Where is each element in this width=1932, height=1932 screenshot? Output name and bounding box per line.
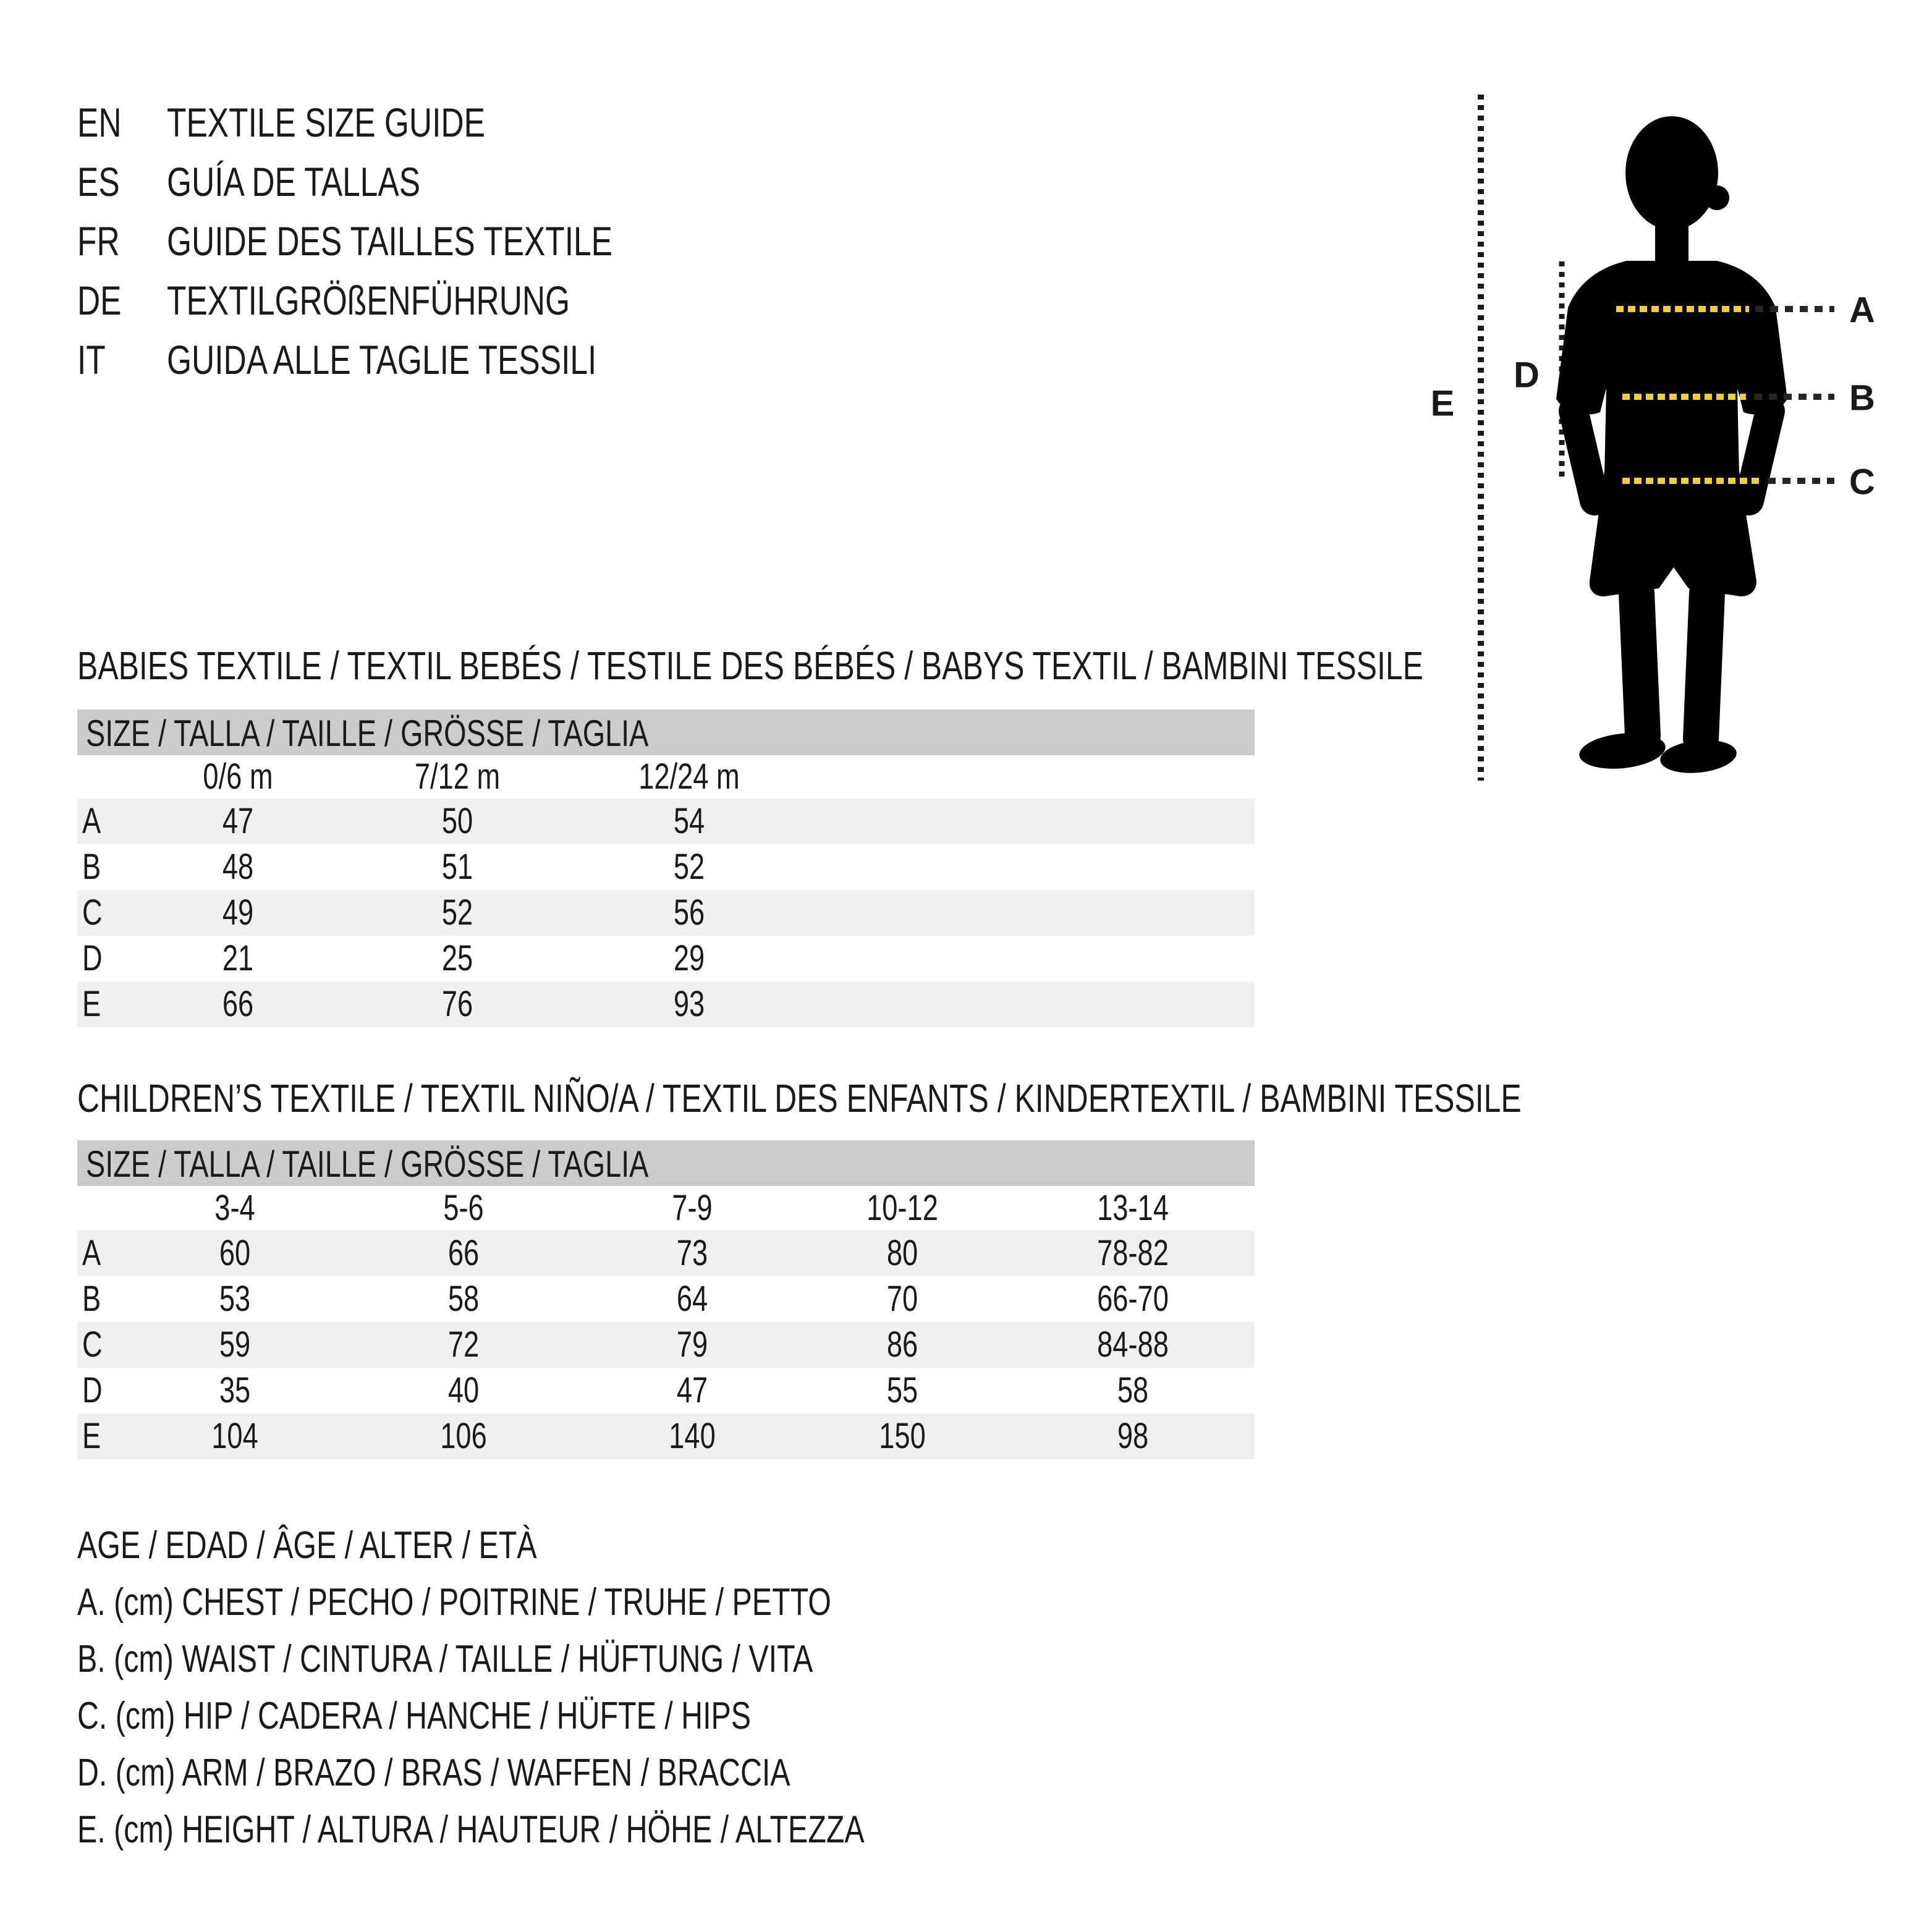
legend-text: D. (cm) ARM / BRAZO / BRAS / WAFFEN / BRACCIA [77, 1752, 790, 1794]
cell-value: 47 [222, 801, 254, 841]
right-arm [1749, 411, 1770, 501]
row-letter: C [82, 892, 103, 933]
legend-text: C. (cm) HIP / CADERA / HANCHE / HÜFTE / HIPS [77, 1695, 752, 1737]
cell-value: 40 [447, 1370, 480, 1410]
cell-value: 53 [219, 1279, 251, 1319]
babies-size-header-bar [77, 710, 1255, 755]
cell-value: 104 [211, 1416, 258, 1456]
lang-row-en [77, 93, 738, 152]
cell-value: 58 [1117, 1370, 1149, 1410]
cell-value: 70 [886, 1279, 918, 1319]
column-header: 3-4 [214, 1188, 255, 1228]
column-header: 7/12 m [414, 756, 501, 797]
cell-value: 84-88 [1097, 1324, 1169, 1365]
cell-value: 72 [447, 1324, 480, 1365]
cell-value: 73 [676, 1233, 708, 1273]
babies-row-D [77, 936, 1255, 981]
cell-value: 49 [222, 892, 254, 933]
legend-line-chest [77, 1574, 1087, 1631]
cell-value: 66 [447, 1233, 480, 1273]
cell-value: 78-82 [1097, 1233, 1169, 1273]
legend-line-height [77, 1802, 1087, 1858]
figure-label-E: E [1430, 383, 1455, 424]
children-row-A [77, 1231, 1255, 1276]
cell-value: 51 [441, 847, 473, 887]
cell-value: 50 [441, 801, 473, 841]
column-header: 13-14 [1097, 1188, 1169, 1228]
right-shoe [1659, 737, 1739, 777]
babies-row-C [77, 890, 1255, 936]
babies-section-title [77, 644, 1803, 687]
lang-row-fr [77, 211, 738, 271]
legend-text: B. (cm) WAIST / CINTURA / TAILLE / HÜFTUNG / VITA [77, 1638, 813, 1680]
cell-value: 56 [673, 892, 705, 933]
row-letter: E [82, 984, 101, 1024]
children-row-D [77, 1368, 1255, 1413]
shorts-shape [1590, 471, 1756, 596]
lang-code: EN [77, 100, 122, 145]
legend-line-waist [77, 1631, 1087, 1688]
babies-section-title-text: BABIES TEXTILE / TEXTIL BEBÉS / TESTILE DES BÉBÉS / BABYS TEXTIL / BAMBINI TESSILE [77, 643, 1423, 688]
cell-value: 59 [219, 1324, 251, 1365]
babies-row-E [77, 981, 1255, 1027]
cell-value: 47 [676, 1370, 708, 1410]
children-row-B [77, 1276, 1255, 1322]
row-letter: D [82, 938, 103, 978]
children-size-header-bar [77, 1140, 1255, 1186]
cell-value: 54 [673, 801, 705, 841]
row-letter: E [82, 1416, 101, 1456]
left-arm [1574, 411, 1595, 501]
guide-title: GUÍA DE TALLAS [167, 159, 421, 205]
cell-value: 29 [673, 938, 705, 978]
cell-value: 52 [441, 892, 473, 933]
legend-text: E. (cm) HEIGHT / ALTURA / HAUTEUR / HÖHE / ALTEZZA [77, 1808, 865, 1851]
children-row-E [77, 1413, 1255, 1459]
row-letter: D [82, 1370, 103, 1410]
lang-code: IT [77, 337, 106, 383]
cell-value: 76 [441, 984, 473, 1024]
cell-value: 86 [886, 1324, 918, 1365]
cell-value: 106 [440, 1416, 487, 1456]
lang-code: FR [77, 218, 120, 264]
cell-value: 80 [886, 1233, 918, 1273]
size-header-text: SIZE / TALLA / TAILLE / GRÖSSE / TAGLIA [86, 1143, 649, 1185]
column-header: 0/6 m [203, 756, 273, 797]
column-header: 5-6 [443, 1188, 484, 1228]
column-header: 12/24 m [638, 756, 740, 797]
row-letter: A [82, 1233, 101, 1273]
cell-value: 93 [673, 984, 705, 1024]
guide-title: GUIDA ALLE TAGLIE TESSILI [167, 337, 597, 383]
ear-bump [1705, 185, 1729, 210]
legend-line-arm [77, 1745, 1087, 1802]
cell-value: 150 [879, 1416, 926, 1456]
figure-label-D: D [1514, 355, 1540, 396]
guide-title: TEXTILE SIZE GUIDE [167, 100, 485, 145]
cell-value: 35 [219, 1370, 251, 1410]
lang-row-it [77, 330, 738, 389]
legend-line-hip [77, 1688, 1087, 1745]
cell-value: 55 [886, 1370, 918, 1410]
legend-text: A. (cm) CHEST / PECHO / POITRINE / TRUHE / PETTO [77, 1581, 831, 1624]
cell-value: 58 [447, 1279, 480, 1319]
cell-value: 64 [676, 1279, 708, 1319]
language-title-block [77, 93, 738, 389]
children-column-headers [77, 1186, 1255, 1231]
row-letter: B [82, 847, 101, 887]
lang-code: ES [77, 159, 120, 205]
row-letter: A [82, 801, 101, 841]
cell-value: 25 [441, 938, 473, 978]
legend-text: AGE / EDAD / ÂGE / ALTER / ETÀ [77, 1524, 537, 1567]
row-letter: B [82, 1279, 101, 1319]
figure-label-B: B [1849, 378, 1875, 418]
cell-value: 66 [222, 984, 254, 1024]
babies-column-headers [77, 755, 1255, 799]
size-header-text: SIZE / TALLA / TAILLE / GRÖSSE / TAGLIA [86, 713, 649, 754]
children-table [77, 1140, 1255, 1459]
cell-value: 98 [1117, 1416, 1149, 1456]
row-letter: C [82, 1324, 103, 1365]
column-header: 7-9 [672, 1188, 713, 1228]
figure-label-A: A [1849, 290, 1875, 331]
guide-title: TEXTILGRÖßENFÜHRUNG [167, 278, 570, 323]
cell-value: 52 [673, 847, 705, 887]
cell-value: 60 [219, 1233, 251, 1273]
babies-row-B [77, 844, 1255, 890]
babies-row-A [77, 799, 1255, 844]
legend-line-age [77, 1517, 1087, 1574]
lang-row-de [77, 271, 738, 330]
measurement-legend [77, 1517, 1087, 1858]
figure-label-C: C [1849, 462, 1875, 502]
lang-code: DE [77, 278, 122, 323]
cell-value: 48 [222, 847, 254, 887]
children-section-title [77, 1077, 1929, 1120]
column-header: 10-12 [866, 1188, 938, 1228]
children-section-title-text: CHILDREN’S TEXTILE / TEXTIL NIÑO/A / TEXTIL DES ENFANTS / KINDERTEXTIL / BAMBINI TESSILE [77, 1076, 1522, 1121]
babies-table [77, 710, 1255, 1027]
lang-row-es [77, 152, 738, 211]
children-row-C [77, 1322, 1255, 1368]
cell-value: 79 [676, 1324, 708, 1365]
cell-value: 66-70 [1097, 1279, 1169, 1319]
cell-value: 21 [222, 938, 254, 978]
guide-title: GUIDE DES TAILLES TEXTILE [167, 218, 612, 264]
cell-value: 140 [669, 1416, 716, 1456]
